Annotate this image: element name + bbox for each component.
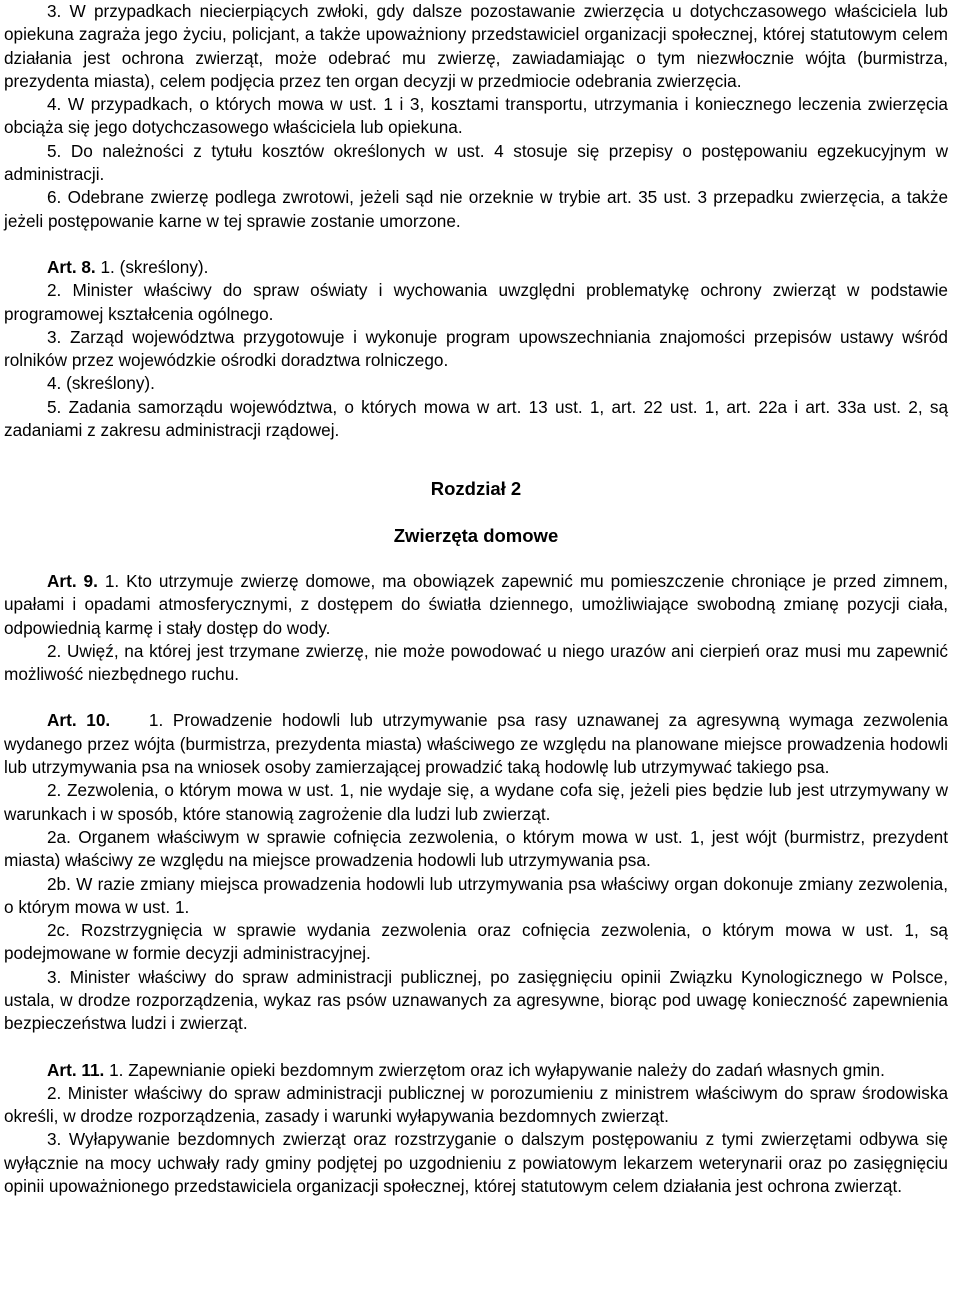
article-11-paragraph-1 xyxy=(4,1059,948,1082)
paragraph: 3. Minister właściwy do spraw administracji publicznej, po zasięgnięciu opinii Związku Kynologicznego w Polsce, ustala, w drodze rozporządzenia, wykaz ras psów uznawanych za agresywne, biorąc pod uwagę konieczność zapewnienia bezpieczeństwa ludzi i zwierząt. xyxy=(4,966,948,1034)
paragraph: 5. Zadania samorządu województwa, o których mowa w art. 13 ust. 1, art. 22 ust. 1, art. 22a i art. 33a ust. 2, są zadaniami z zakresu administracji rządowej. xyxy=(4,396,948,441)
paragraph: 4. W przypadkach, o których mowa w ust. 1 i 3, kosztami transportu, utrzymania i koniecznego leczenia zwierzęcia obciąża się jego dotychczasowego właściciela lub opiekuna. xyxy=(4,94,948,138)
spacer xyxy=(4,442,948,465)
paragraph: 2a. Organem właściwym w sprawie cofnięcia zezwolenia, o którym mowa w ust. 1, jest wójt (burmistrz, prezydent miasta) właściwy ze względu na miejsce prowadzenia hodowli lub utrzymywania psa. xyxy=(4,826,948,871)
spacer xyxy=(4,547,948,570)
article-8-paragraph-1 xyxy=(4,256,948,279)
article-10-label: Art. 10. xyxy=(47,710,111,731)
paragraph: 2. Uwięź, na której jest trzymane zwierzę, nie może powodować u niego urazów ani cierpień oraz musi mu zapewnić możliwość niezbędnego ruchu. xyxy=(4,640,948,685)
spacer xyxy=(4,686,948,709)
paragraph: 6. Odebrane zwierzę podlega zwrotowi, jeżeli sąd nie orzeknie w trybie art. 35 ust. 3 przepadku zwierzęcia, a także jeżeli postępowanie karne w tej sprawie zostanie umorzone. xyxy=(4,187,948,231)
paragraph: 2. Minister właściwy do spraw administracji publicznej w porozumieniu z ministrem właściwym do spraw środowiska określi, w drodze rozporządzenia, zasady i warunki wyłapywania bezdomnych zwierząt. xyxy=(4,1082,948,1127)
paragraph: 2. Minister właściwy do spraw oświaty i wychowania uwzględni problematykę ochrony zwierząt w podstawie programowej kształcenia ogólnego. xyxy=(4,280,948,324)
paragraph: 4. (skreślony). xyxy=(47,373,155,394)
chapter-title: Zwierzęta domowe xyxy=(393,524,559,546)
article-8-text: 1. (skreślony). xyxy=(100,256,209,277)
paragraph: 2c. Rozstrzygnięcia w sprawie wydania zezwolenia oraz cofnięcia zezwolenia, o którym mowa w ust. 1, są podejmowane w formie decyzji administracyjnej. xyxy=(4,920,948,964)
article-9-paragraph-1 xyxy=(4,570,948,640)
paragraph: 3. Wyłapywanie bezdomnych zwierząt oraz rozstrzyganie o dalszym postępowaniu z tymi zwierzętami odbywa się wyłącznie na mocy uchwały rady gminy podjętej po uzgodnieniu z powiatowym lekarzem weterynarii oraz po zasięgnięciu opinii upoważnionego przedstawiciela organizacji społecznej, której statutowym celem działania jest ochrona zwierząt. xyxy=(4,1129,948,1197)
chapter-number: Rozdział 2 xyxy=(430,478,522,500)
article-8-label: Art. 8. xyxy=(47,256,96,277)
article-9-text: 1. Kto utrzymuje zwierzę domowe, ma obowiązek zapewnić mu pomieszczenie chroniące je przed zimnem, upałami i opadami atmosferycznymi, z dostępem do światła dziennego, umożliwiające swobodną zmianę pozycji ciała, odpowiednią karmę i stały dostęp do wody. xyxy=(4,570,948,638)
article-10-paragraph-1 xyxy=(4,709,948,779)
article-11-text: 1. Zapewnianie opieki bezdomnym zwierzętom oraz ich wyłapywanie należy do zadań własnych gmin. xyxy=(109,1059,885,1080)
spacer xyxy=(4,465,948,477)
spacer xyxy=(4,233,948,256)
article-10-text: 1. Prowadzenie hodowli lub utrzymywanie psa rasy uznawanej za agresywną wymaga zezwolenia wydanego przez wójta (burmistrza, prezydenta miasta) właściwego ze względu na planowane miejsce prowadzenia hodowli lub utrzymywania psa na wniosek osoby zamierzającej prowadzić taką hodowlę lub utrzymywać takiego psa. xyxy=(4,710,948,778)
article-11-label: Art. 11. xyxy=(47,1059,105,1080)
paragraph: 3. Zarząd województwa przygotowuje i wykonuje program upowszechniania znajomości przepisów ustawy wśród rolników przez wojewódzkie ośrodki doradztwa rolniczego. xyxy=(4,326,948,371)
spacer xyxy=(4,501,948,524)
paragraph: 2. Zezwolenia, o którym mowa w ust. 1, nie wydaje się, a wydane cofa się, jeżeli pies będzie lub jest utrzymywany w warunkach i w sposób, które stanowią zagrożenie dla ludzi lub zwierząt. xyxy=(4,780,948,824)
article-9-label: Art. 9. xyxy=(47,570,98,591)
paragraph: 2b. W razie zmiany miejsca prowadzenia hodowli lub utrzymywania psa właściwy organ dokonuje zmiany zezwolenia, o którym mowa w ust. 1. xyxy=(4,873,948,917)
paragraph: 5. Do należności z tytułu kosztów określonych w ust. 4 stosuje się przepisy o postępowaniu egzekucyjnym w administracji. xyxy=(4,140,948,185)
paragraph: 3. W przypadkach niecierpiących zwłoki, gdy dalsze pozostawanie zwierzęcia u dotychczasowego właściciela lub opiekuna zagraża jego życiu, policjant, a także upoważniony przedstawiciel organizacji społecznej, której statutowym celem działania jest ochrona zwierząt, może odebrać mu zwierzę, zawiadamiając o tym niezwłocznie wójta (burmistrza, prezydenta miasta), celem podjęcia przez ten organ decyzji w przedmiocie odebrania zwierzęcia. xyxy=(4,1,948,91)
spacer xyxy=(4,1036,948,1059)
